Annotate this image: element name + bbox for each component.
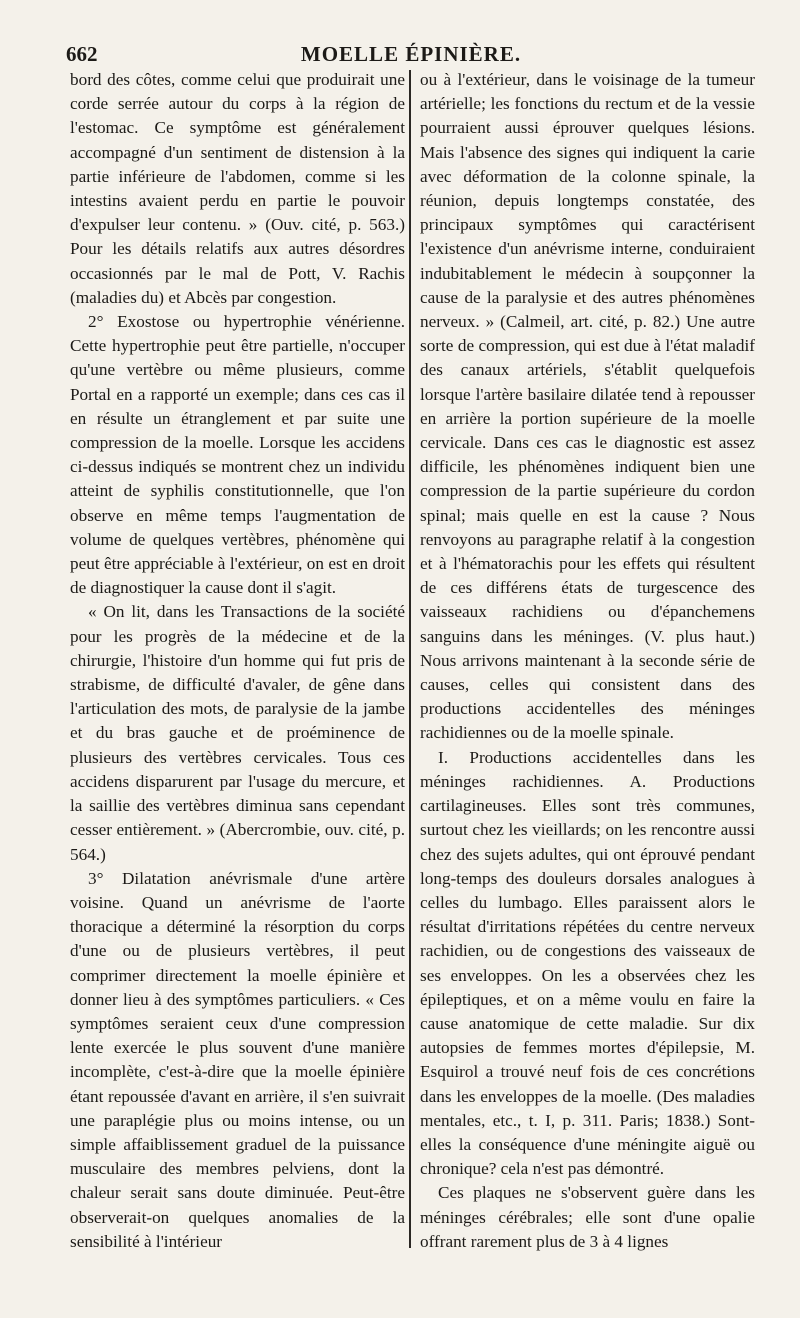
left-column	[70, 68, 405, 1254]
paragraph: 3° Dilatation anévrismale d'une artère voisine. Quand un anévrisme de l'aorte thoracique a déterminé la résorption du corps d'une ou de plusieurs vertèbres, il peut comprimer directement la moelle épinière et donner lieu à des symptômes particuliers. « Ces symptômes seraient ceux d'une compression lente exercée le plus souvent d'une manière incomplète, c'est-à-dire que la moelle épinière étant repoussée d'avant en arrière, il s'en suivrait une paraplégie plus ou moins intense, ou un simple affaiblissement graduel de la puissance musculaire des membres pelviens, dont la chaleur serait sans doute diminuée. Peut-être observerait-on quelques anomalies de la sensibilité à l'intérieur	[70, 868, 405, 1251]
paragraph: I. Productions accidentelles dans les méninges rachidiennes. A. Productions cartilagineuses. Elles sont très communes, surtout chez les vieillards; on les rencontre aussi chez des sujets adultes, qui ont éprouvé pendant long-temps des douleurs dorsales analogues à celles du lumbago. Elles paraissent alors le résultat d'irritations répétées du centre nerveux rachidien, ou de congestions des vaisseaux de ses enveloppes. On les a observées chez les épileptiques, et on a même voulu en faire la cause anatomique de cette maladie. Sur dix autopsies de femmes mortes d'épilepsie, M. Esquirol a trouvé neuf fois de ces concrétions dans les enveloppes de la moelle. (Des maladies mentales, etc., t. I, p. 311. Paris; 1838.) Sont-elles la conséquence d'une méningite aiguë ou chronique? cela n'est pas démontré.	[420, 747, 755, 1179]
running-title: MOELLE ÉPINIÈRE.	[300, 42, 522, 66]
column-divider	[409, 70, 411, 1248]
paragraph: Ces plaques ne s'observent guère dans les méninges cérébrales; elle sont d'une opalie offrant rarement plus de 3 à 4 lignes	[420, 1183, 755, 1251]
paragraph: « On lit, dans les Transactions de la société pour les progrès de la médecine et de la chirurgie, l'histoire d'un homme qui fut pris de strabisme, de difficulté d'avaler, de gêne dans l'articulation des mots, de paralysie de la jambe et du bras gauche et de proéminence de plusieurs des vertèbres cervicales. Tous ces accidens disparurent par l'usage du mercure, et la saillie des vertèbres diminua sans cependant cesser entièrement. » (Abercrombie, ouv. cité, p. 564.)	[70, 602, 405, 864]
paragraph: bord des côtes, comme celui que produirait une corde serrée autour du corps à la région de l'estomac. Ce symptôme est généralement accompagné d'un sentiment de distension à la partie inférieure de l'abdomen, comme si les intestins avaient perdu en partie le pouvoir d'expulser leur contenu. » (Ouv. cité, p. 563.) Pour les détails relatifs aux autres désordres occasionnés par le mal de Pott, V. Rachis (maladies du) et Abcès par congestion.	[70, 70, 405, 307]
right-column	[420, 68, 755, 1254]
page-number: 662	[66, 42, 98, 66]
paragraph: ou à l'extérieur, dans le voisinage de la tumeur artérielle; les fonctions du rectum et de la vessie pourraient aussi éprouver quelques lésions. Mais l'absence des signes qui indiquent la carie avec déformation de la colonne spinale, la réunion, depuis longtemps constatée, des principaux symptômes qui caractérisent l'existence d'un anévrisme interne, conduiraient indubitablement le médecin à soupçonner la cause de la paralysie et des autres phénomènes nerveux. » (Calmeil, art. cité, p. 82.) Une autre sorte de compression, qui est due à l'état maladif des canaux artériels, s'établit quelquefois lorsque l'artère basilaire dilatée tend à repousser en arrière la portion supérieure de la moelle cervicale. Dans ces cas le diagnostic est assez difficile, les phénomènes indiquent bien une compression de la partie supérieure du cordon spinal; mais quelle en est la cause ? Nous renvoyons au paragraphe relatif à la congestion et à l'hématorachis pour les effets qui résultent de ces différens états de turgescence des vaisseaux rachidiens ou d'épanchemens sanguins dans les méninges. (V. plus haut.) Nous arrivons maintenant à la seconde série de causes, celles qui consistent dans des productions accidentelles des méninges rachidiennes ou de la moelle spinale.	[420, 70, 755, 743]
paragraph: 2° Exostose ou hypertrophie vénérienne. Cette hypertrophie peut être partielle, n'occuper qu'une vertèbre ou même plusieurs, comme Portal en a rapporté un exemple; dans ces cas il en résulte un étranglement et par suite une compression de la moelle. Lorsque les accidens ci-dessus indiqués se montrent chez un individu atteint de syphilis constitutionnelle, que l'on observe en même temps l'augmentation de volume de quelques vertèbres, phénomène qui peut être appréciable à l'extérieur, on est en droit de diagnostiquer la cause dont il s'agit.	[70, 312, 405, 598]
